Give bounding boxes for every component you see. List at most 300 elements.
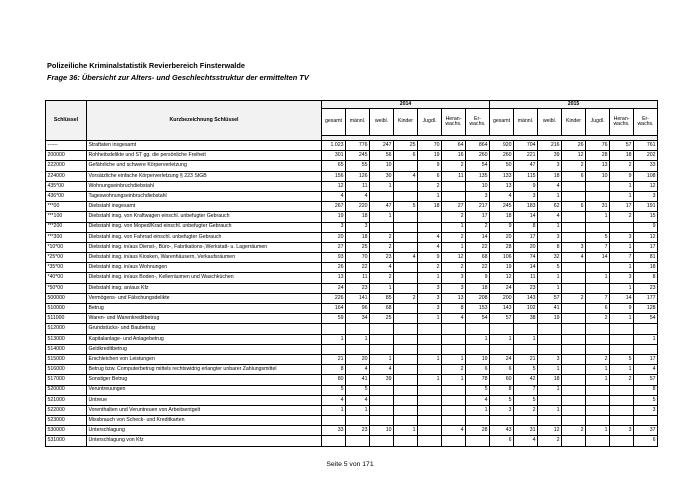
value-cell [394, 354, 418, 364]
value-cell: 8 [514, 222, 538, 232]
value-cell: 17 [634, 354, 658, 364]
value-cell: 5 [514, 395, 538, 405]
value-cell: 106 [490, 253, 514, 263]
value-cell [538, 395, 562, 405]
value-cell: 12 [490, 273, 514, 283]
row-key: ***200 [46, 222, 87, 232]
value-cell: 1 [538, 273, 562, 283]
value-cell: 1 [418, 375, 442, 385]
value-cell: 28 [586, 151, 610, 161]
table-row [46, 405, 658, 415]
value-cell [394, 314, 418, 324]
value-cell: 1 [514, 334, 538, 344]
value-cell: 3 [418, 293, 442, 303]
value-cell: 2 [418, 181, 442, 191]
value-cell: 26 [562, 141, 586, 151]
value-cell [370, 416, 394, 426]
value-cell: 28 [466, 426, 490, 436]
row-description: Vorenthalten und Veruntreuen von Arbeitsentgelt [87, 405, 322, 415]
value-cell: 12 [538, 426, 562, 436]
value-cell [322, 436, 346, 446]
value-cell: 25 [370, 314, 394, 324]
value-cell [610, 344, 634, 354]
row-description: Wohnungseinbruchdiebstahl [87, 181, 322, 191]
value-cell: 2 [442, 365, 466, 375]
value-cell: 2 [586, 354, 610, 364]
value-cell: 18 [538, 171, 562, 181]
subheader-cell: Kinder [562, 109, 586, 136]
row-key: 517000 [46, 375, 87, 385]
table-row [46, 354, 658, 364]
value-cell [418, 436, 442, 446]
value-cell: 4 [394, 171, 418, 181]
value-cell: 17 [514, 232, 538, 242]
row-key: 200000 [46, 151, 87, 161]
value-cell: 1 [610, 242, 634, 252]
value-cell [586, 395, 610, 405]
value-cell [418, 324, 442, 334]
value-cell: 1 [538, 222, 562, 232]
value-cell: 1 [610, 283, 634, 293]
value-cell: 28 [490, 242, 514, 252]
row-description: Vorsätzliche einfache Körperverletzung § 223 StGB [87, 171, 322, 181]
value-cell: 12 [634, 181, 658, 191]
value-cell [442, 324, 466, 334]
row-key: ***300 [46, 232, 87, 242]
row-description: Diebstahl insg. in/aus Dienst-, Büro-, Fabrikations-,Werkstatt- u. Lagerräumen [87, 242, 322, 252]
row-key: 530000 [46, 426, 87, 436]
value-cell: 31 [586, 202, 610, 212]
value-cell: 3 [322, 222, 346, 232]
value-cell: 19 [538, 314, 562, 324]
value-cell: 1 [586, 365, 610, 375]
value-cell: 6 [562, 202, 586, 212]
value-cell: 164 [322, 304, 346, 314]
value-cell: 5 [610, 354, 634, 364]
value-cell [442, 344, 466, 354]
row-description: Diebstahl insg. von Kraftwagen einschl. unbefugter Gebrauch [87, 212, 322, 222]
value-cell: 1 [346, 405, 370, 415]
value-cell [562, 273, 586, 283]
value-cell: 15 [634, 212, 658, 222]
value-cell: 3 [562, 242, 586, 252]
value-cell [562, 385, 586, 395]
value-cell [562, 222, 586, 232]
table-row [46, 293, 658, 303]
value-cell: 1 [442, 375, 466, 385]
value-cell [562, 314, 586, 324]
value-cell: 37 [634, 426, 658, 436]
row-key: *10*00 [46, 242, 87, 252]
value-cell [442, 416, 466, 426]
value-cell: 1 [370, 212, 394, 222]
value-cell [586, 436, 610, 446]
value-cell: 21 [514, 354, 538, 364]
value-cell [394, 405, 418, 415]
subheader-cell: Er-wachs. [634, 109, 658, 136]
value-cell: 31 [514, 426, 538, 436]
value-cell: 8 [490, 385, 514, 395]
row-key: 514000 [46, 344, 87, 354]
value-cell [562, 354, 586, 364]
table-row [46, 242, 658, 252]
value-cell: 3 [610, 426, 634, 436]
value-cell: 1 [418, 314, 442, 324]
value-cell: 2 [562, 293, 586, 303]
value-cell [610, 395, 634, 405]
value-cell: 301 [322, 151, 346, 161]
value-cell: 2 [442, 161, 466, 171]
row-key: 224000 [46, 171, 87, 181]
row-key: ------ [46, 141, 87, 151]
value-cell: 9 [610, 171, 634, 181]
value-cell [370, 395, 394, 405]
value-cell [346, 436, 370, 446]
value-cell: 18 [490, 212, 514, 222]
value-cell: 11 [514, 273, 538, 283]
value-cell: 2 [370, 273, 394, 283]
value-cell [610, 436, 634, 446]
value-cell [394, 304, 418, 314]
value-cell: 3 [442, 273, 466, 283]
row-key: 436*00 [46, 191, 87, 201]
value-cell [394, 191, 418, 201]
value-cell: 26 [322, 263, 346, 273]
value-cell [418, 385, 442, 395]
value-cell [394, 232, 418, 242]
value-cell: 10 [466, 181, 490, 191]
value-cell: 57 [490, 314, 514, 324]
value-cell: 17 [466, 212, 490, 222]
value-cell: 57 [538, 293, 562, 303]
row-key: 513000 [46, 334, 87, 344]
value-cell [466, 416, 490, 426]
value-cell: 57 [634, 375, 658, 385]
value-cell [610, 385, 634, 395]
value-cell [394, 365, 418, 375]
row-key: *25*00 [46, 253, 87, 263]
row-key: 435*00 [46, 181, 87, 191]
value-cell: 2 [610, 212, 634, 222]
value-cell: 115 [514, 171, 538, 181]
value-cell: 41 [538, 304, 562, 314]
row-key: ***100 [46, 212, 87, 222]
value-cell: 245 [490, 202, 514, 212]
row-description: Veruntreuungen [87, 385, 322, 395]
value-cell: 60 [490, 375, 514, 385]
table-row [46, 232, 658, 242]
value-cell: 5 [466, 385, 490, 395]
table-row [46, 314, 658, 324]
value-cell: 1 [538, 405, 562, 415]
value-cell: 191 [634, 202, 658, 212]
value-cell: 12 [442, 253, 466, 263]
value-cell [394, 181, 418, 191]
value-cell: 1 [586, 375, 610, 385]
value-cell [538, 344, 562, 354]
value-cell [418, 222, 442, 232]
value-cell: 10 [370, 161, 394, 171]
value-cell [442, 405, 466, 415]
value-cell: 1 [418, 273, 442, 283]
value-cell: 183 [514, 202, 538, 212]
row-description: Unterschlagung [87, 426, 322, 436]
value-cell [322, 416, 346, 426]
value-cell [562, 212, 586, 222]
value-cell: 47 [514, 161, 538, 171]
value-cell: 12 [322, 181, 346, 191]
value-cell [586, 263, 610, 273]
value-cell: 7 [514, 385, 538, 395]
value-cell: 9 [514, 181, 538, 191]
value-cell [562, 344, 586, 354]
value-cell [442, 436, 466, 446]
value-cell: 133 [490, 171, 514, 181]
table-row [46, 253, 658, 263]
subheader-cell: Er-wachs. [466, 109, 490, 136]
value-cell: 220 [346, 202, 370, 212]
value-cell: 22 [346, 263, 370, 273]
value-cell [394, 222, 418, 232]
value-cell: 920 [490, 141, 514, 151]
value-cell: 39 [370, 375, 394, 385]
report-subtitle: Frage 36: Übersicht zur Alters- und Geschlechtsstruktur der ermittelten TV [47, 73, 309, 82]
value-cell [586, 344, 610, 354]
value-cell [514, 324, 538, 334]
row-description: Grundstücks- und Baubetrug [87, 324, 322, 334]
value-cell: 54 [466, 314, 490, 324]
statistics-table [45, 100, 658, 447]
subheader-cell: Jugdl. [586, 109, 610, 136]
value-cell: 2 [562, 426, 586, 436]
value-cell: 2 [418, 263, 442, 273]
table-row [46, 395, 658, 405]
value-cell [418, 395, 442, 405]
value-cell: 247 [370, 141, 394, 151]
value-cell: 267 [322, 202, 346, 212]
value-cell: 7 [586, 293, 610, 303]
value-cell: 24 [490, 283, 514, 293]
value-cell: 245 [346, 151, 370, 161]
value-cell: 78 [466, 375, 490, 385]
table-row [46, 304, 658, 314]
value-cell: 2 [442, 212, 466, 222]
value-cell [394, 283, 418, 293]
value-cell: 50 [490, 161, 514, 171]
value-cell: 18 [346, 232, 370, 242]
value-cell: 200 [490, 293, 514, 303]
row-description: Diebstahl insg. von Moped/Krad einschl. unbefugter Gebrauch [87, 222, 322, 232]
value-cell: 59 [322, 314, 346, 324]
value-cell: 17 [610, 202, 634, 212]
value-cell: 4 [442, 314, 466, 324]
value-cell [394, 242, 418, 252]
row-key: 512000 [46, 324, 87, 334]
value-cell: 9 [418, 161, 442, 171]
value-cell: 1 [610, 314, 634, 324]
value-cell [466, 324, 490, 334]
table-row [46, 426, 658, 436]
table-row [46, 375, 658, 385]
value-cell: 9 [466, 273, 490, 283]
value-cell: 8 [634, 385, 658, 395]
value-cell [562, 365, 586, 375]
table-row [46, 222, 658, 232]
value-cell: 102 [514, 304, 538, 314]
value-cell: 2 [586, 314, 610, 324]
value-cell: 24 [322, 283, 346, 293]
subheader-cell: Heran-wachs. [442, 109, 466, 136]
value-cell: 5 [490, 395, 514, 405]
value-cell: 4 [538, 212, 562, 222]
value-cell: 4 [418, 232, 442, 242]
value-cell [562, 191, 586, 201]
value-cell: 6 [562, 171, 586, 181]
value-cell: 5 [322, 385, 346, 395]
header-year-2014: 2014 [322, 101, 490, 109]
row-description: Diebstahl insg. in/aus Wohnungen [87, 263, 322, 273]
value-cell: 9 [610, 304, 634, 314]
value-cell: 4 [514, 436, 538, 446]
row-key: 523000 [46, 416, 87, 426]
value-cell: 1 [418, 354, 442, 364]
row-description: Unterschlagung von Kfz [87, 436, 322, 446]
value-cell [370, 344, 394, 354]
value-cell: 27 [442, 202, 466, 212]
value-cell: 1 [490, 334, 514, 344]
value-cell: 1 [586, 273, 610, 283]
value-cell: 8 [538, 242, 562, 252]
subheader-cell: Heran-wachs. [610, 109, 634, 136]
value-cell: 81 [634, 253, 658, 263]
value-cell: 4 [346, 395, 370, 405]
value-cell: 1 [394, 426, 418, 436]
value-cell: 156 [322, 171, 346, 181]
row-description: Tageswohnungseinbruchdiebstahl [87, 191, 322, 201]
value-cell: 12 [634, 232, 658, 242]
value-cell: 62 [538, 202, 562, 212]
table-row [46, 263, 658, 273]
row-description: Sonstiger Betrug [87, 375, 322, 385]
value-cell [586, 283, 610, 293]
value-cell: 4 [490, 191, 514, 201]
value-cell: 1 [346, 334, 370, 344]
value-cell: 54 [466, 161, 490, 171]
value-cell: 4 [562, 253, 586, 263]
value-cell: 4 [322, 191, 346, 201]
value-cell: 141 [346, 293, 370, 303]
value-cell: 3 [418, 304, 442, 314]
value-cell: 38 [514, 314, 538, 324]
value-cell: 1 [370, 283, 394, 293]
value-cell [538, 334, 562, 344]
value-cell: 1 [466, 405, 490, 415]
value-cell: 23 [346, 283, 370, 293]
value-cell [562, 283, 586, 293]
value-cell: 3 [466, 191, 490, 201]
value-cell [586, 222, 610, 232]
value-cell: 260 [466, 151, 490, 161]
value-cell: 704 [514, 141, 538, 151]
value-cell [418, 405, 442, 415]
value-cell: 8 [442, 304, 466, 314]
value-cell [394, 334, 418, 344]
value-cell [394, 436, 418, 446]
value-cell [370, 191, 394, 201]
value-cell [394, 161, 418, 171]
row-description: Vermögens- und Fälschungsdelikte [87, 293, 322, 303]
value-cell: 3 [634, 191, 658, 201]
page-number: Seite 5 von 171 [326, 461, 374, 468]
value-cell: 5 [394, 202, 418, 212]
value-cell [394, 212, 418, 222]
value-cell [610, 416, 634, 426]
value-cell [586, 416, 610, 426]
header-key: Schlüssel [46, 101, 87, 141]
value-cell: 108 [634, 171, 658, 181]
value-cell: 3 [490, 405, 514, 415]
value-cell [514, 416, 538, 426]
value-cell: 1 [538, 191, 562, 201]
value-cell: 17 [634, 242, 658, 252]
value-cell: 70 [418, 141, 442, 151]
value-cell: 13 [322, 273, 346, 283]
value-cell: 3 [514, 191, 538, 201]
row-key: *35*00 [46, 263, 87, 273]
row-description: Diebstahl insg. von Fahrrad einschl. unbefugter Gebrauch [87, 232, 322, 242]
value-cell: 4 [538, 181, 562, 191]
value-cell: 1 [586, 426, 610, 436]
value-cell: 19 [490, 263, 514, 273]
value-cell [514, 344, 538, 354]
value-cell: 65 [322, 161, 346, 171]
row-description: Missbrauch von Scheck- und Kreditkarten [87, 416, 322, 426]
value-cell [562, 181, 586, 191]
subheader-cell: gesamt [322, 109, 346, 136]
value-cell: 1 [610, 181, 634, 191]
value-cell: 1 [442, 222, 466, 232]
row-description: Gefährliche und schwere Körperverletzung [87, 161, 322, 171]
value-cell [442, 334, 466, 344]
value-cell: 1.023 [322, 141, 346, 151]
value-cell: 143 [514, 293, 538, 303]
value-cell: 6 [634, 436, 658, 446]
value-cell [322, 324, 346, 334]
value-cell: 18 [418, 202, 442, 212]
value-cell: 8 [322, 365, 346, 375]
table-row [46, 191, 658, 201]
value-cell [586, 324, 610, 334]
value-cell [610, 222, 634, 232]
value-cell [346, 344, 370, 354]
value-cell: 14 [466, 232, 490, 242]
value-cell [634, 324, 658, 334]
row-description: Kapitalanlage- und Anlagebetrug [87, 334, 322, 344]
row-description: Erschleichen von Leistungen [87, 354, 322, 364]
value-cell [346, 324, 370, 334]
row-description: Diebstahl insgesamt [87, 202, 322, 212]
row-key: 500000 [46, 293, 87, 303]
value-cell [394, 416, 418, 426]
value-cell: 34 [346, 314, 370, 324]
table-row [46, 416, 658, 426]
value-cell: 761 [634, 141, 658, 151]
subheader-cell: weibl. [538, 109, 562, 136]
value-cell: 3 [538, 354, 562, 364]
value-cell [634, 416, 658, 426]
row-key: 510000 [46, 304, 87, 314]
table-row [46, 283, 658, 293]
